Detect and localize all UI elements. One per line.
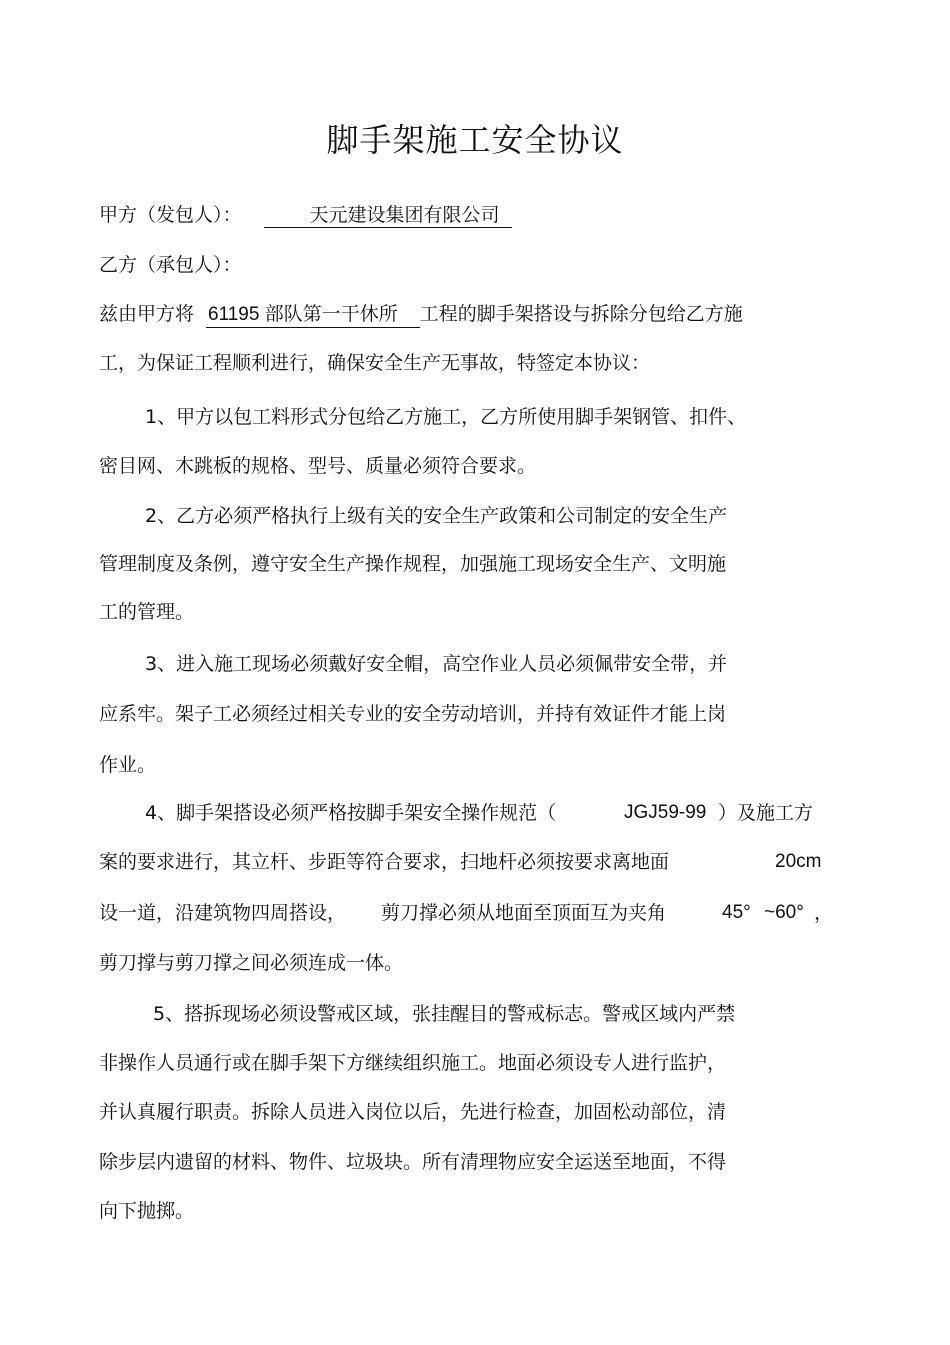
party-a-label: 甲方（发包人）：: [99, 204, 242, 226]
clause-4-code: JGJ59-99: [624, 802, 707, 823]
document-title: 脚手架施工安全协议: [326, 121, 624, 159]
party-b-line: [99, 252, 242, 278]
clause-4-line-3-mid: 剪刀撑必须从地面至顶面互为夹角: [381, 902, 667, 924]
clause-1-line-1: 1、甲方以包工料形式分包给乙方施工，乙方所使用脚手架钢管、扣件、: [145, 406, 747, 428]
intro-suffix: 工程的脚手架搭设与拆除分包给乙方施: [419, 303, 743, 325]
intro-line-1: [99, 301, 743, 328]
party-b-label: 乙方（承包人）：: [99, 254, 242, 276]
clause-3-line-3: 作业。: [99, 754, 157, 776]
clause-5-line-1: 5、搭拆现场必须设警戒区域，张挂醒目的警戒标志。警戒区域内严禁: [153, 1003, 736, 1025]
clause-2-line-3: 工的管理。: [99, 601, 195, 623]
clause-5-line-5: 向下抛掷。: [99, 1200, 195, 1222]
clause-4-height: 20cm: [775, 851, 822, 872]
clause-4-line-2: 案的要求进行，其立杆、步距等符合要求，扫地杆必须按要求离地面: [99, 851, 670, 873]
clause-2-line-1: 2、乙方必须严格执行上级有关的安全生产政策和公司制定的安全生产: [145, 505, 728, 527]
intro-line-2: 工，为保证工程顺利进行，确保安全生产无事故，特签定本协议：: [99, 352, 651, 374]
intro-prefix: 兹由甲方将: [99, 303, 195, 325]
clause-5-line-3: 并认真履行职责。拆除人员进入岗位以后，先进行检查，加固松动部位，清: [99, 1101, 727, 1123]
clause-2-line-2: 管理制度及条例，遵守安全生产操作规程，加强施工现场安全生产、文明施: [99, 553, 727, 575]
clause-3-line-1: 3、进入施工现场必须戴好安全帽，高空作业人员必须佩带安全带，并: [145, 653, 728, 675]
clause-3-line-2: 应系牢。架子工必须经过相关专业的安全劳动培训，并持有效证件才能上岗: [99, 703, 727, 725]
clause-4-line-3: 设一道，沿建筑物四周搭设，: [99, 902, 347, 924]
clause-4-code-suffix: ）及施工方: [718, 802, 814, 824]
clause-4-angle-high: ~60°: [764, 902, 804, 923]
clause-4-angle-suffix: ，: [814, 902, 834, 924]
party-a-value: 天元建设集团有限公司: [264, 203, 512, 228]
project-name: 61195 部队第一干休所: [206, 303, 420, 328]
clause-4-angle-low: 45°: [722, 902, 751, 923]
clause-4-line-1: 4、脚手架搭设必须严格按脚手架安全操作规范（: [145, 802, 557, 824]
party-a-line: [99, 202, 512, 228]
clause-5-line-4: 除步层内遗留的材料、物件、垃圾块。所有清理物应安全运送至地面，不得: [99, 1151, 727, 1173]
clause-1-line-2: 密目网、木跳板的规格、型号、质量必须符合要求。: [99, 455, 537, 477]
clause-5-line-2: 非操作人员通行或在脚手架下方继续组织施工。地面必须设专人进行监护，: [99, 1052, 727, 1074]
clause-4-line-4: 剪刀撑与剪刀撑之间必须连成一体。: [99, 952, 404, 974]
